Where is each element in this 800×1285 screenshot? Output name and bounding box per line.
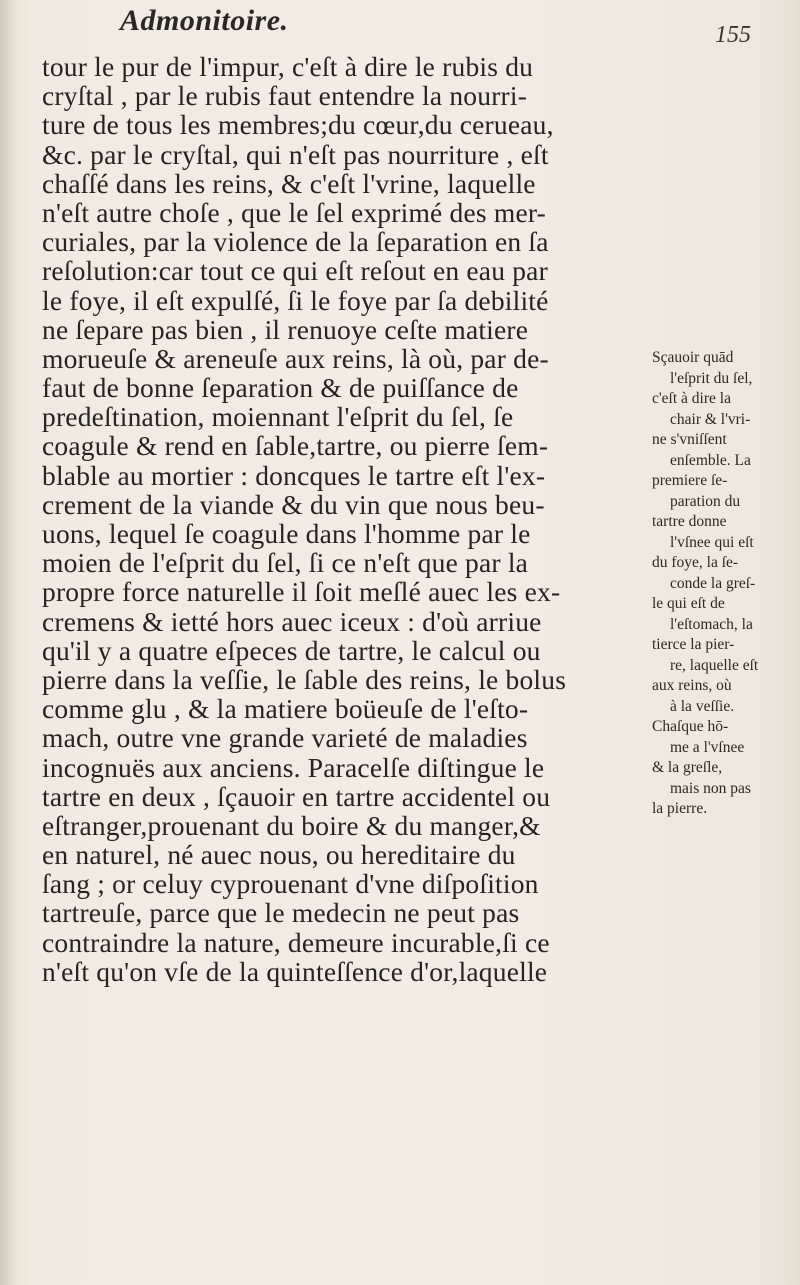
text-line: le foye, il eſt expulſé, ſi le foye par ſa debilité	[42, 284, 549, 316]
margin-note-line: chair & l'vri-	[670, 410, 751, 428]
text-line: tartreuſe, parce que le medecin ne peut pas	[42, 897, 520, 929]
page-number: 155	[715, 22, 751, 48]
margin-note-line: & la greſle,	[652, 759, 723, 776]
text-line: ne ſepare pas bien , il renuoye ceſte matiere	[42, 313, 529, 345]
text-line: tartre en deux , ſçauoir en tartre accidentel ou	[42, 780, 551, 812]
margin-note-line: premiere ſe-	[652, 472, 728, 489]
text-line: eſtranger,prouenant du boire & du manger,&	[42, 809, 541, 841]
text-line: tour le pur de l'impur, c'eſt à dire le rubis du	[42, 51, 534, 82]
margin-note-line: tierce la pier-	[652, 636, 735, 653]
text-line: qu'il y a quatre eſpeces de tartre, le calcul ou	[42, 634, 541, 666]
text-line: n'eſt autre choſe , que le ſel exprimé des mer-	[42, 196, 547, 228]
text-line: moien de l'eſprit du ſel, ſi ce n'eſt que par la	[42, 547, 529, 579]
binding-gutter	[0, 0, 14, 1285]
margin-note-line: du foye, la ſe-	[652, 554, 739, 571]
text-line: n'eſt qu'on vſe de la quinteſſence d'or,laquelle	[42, 955, 548, 987]
text-line: cryſtal , par le rubis faut entendre la nourri-	[42, 80, 528, 112]
margin-note-line: l'eſprit du ſel,	[670, 369, 753, 387]
text-line: morueuſe & areneuſe aux reins, là où, par de-	[42, 342, 549, 374]
margin-note-line: me a l'vſnee	[670, 738, 745, 756]
margin-note-line: enſemble. La	[670, 451, 751, 469]
text-line: blable au mortier : doncques le tartre eſt l'ex-	[42, 459, 546, 491]
text-line: curiales, par la violence de la ſeparation en ſa	[42, 226, 549, 258]
margin-note-line: à la veſſie.	[670, 697, 735, 715]
margin-note-line: l'vſnee qui eſt	[670, 533, 754, 551]
text-line: mach, outre vne grande varieté de maladies	[42, 722, 528, 754]
text-line: incognuës aux anciens. Paracelſe diſtingue le	[42, 751, 545, 783]
margin-note	[652, 348, 800, 820]
margin-note-line: la pierre.	[652, 800, 708, 817]
margin-note-line: conde la greſ-	[670, 574, 756, 592]
text-line: coagule & rend en ſable,tartre, ou pierre ſem-	[42, 430, 549, 462]
text-line: &c. par le cryſtal, qui n'eſt pas nourriture , eſt	[42, 138, 549, 170]
running-title: Admonitoire.	[120, 4, 289, 37]
text-line: comme glu , & la matiere boüeuſe de l'eſto-	[42, 693, 529, 725]
margin-note-line: re, laquelle eſt	[670, 656, 759, 674]
margin-note-line: c'eſt à dire la	[652, 390, 731, 407]
text-line: reſolution:car tout ce qui eſt reſout en eau par	[42, 255, 548, 287]
text-line: predeſtination, moiennant l'eſprit du ſel, ſe	[42, 401, 514, 433]
margin-note-line: mais non pas	[670, 779, 751, 797]
text-line: faut de bonne ſeparation & de puiſſance de	[42, 372, 519, 404]
margin-note-line: Chaſque hō-	[652, 718, 729, 735]
text-line: uons, lequel ſe coagule dans l'homme par le	[42, 518, 531, 549]
margin-note-line: l'eſtomach, la	[670, 615, 753, 633]
text-line: pierre dans la veſſie, le ſable des reins, le bolus	[42, 663, 567, 695]
margin-note-line: le qui eſt de	[652, 595, 725, 612]
text-line: ture de tous les membres;du cœur,du cerueau,	[42, 109, 554, 141]
text-line: ſang ; or celuy cyprouenant d'vne diſpoſition	[42, 868, 539, 900]
margin-note-line: aux reins, où	[652, 677, 732, 694]
text-line: chaſſé dans les reins, & c'eſt l'vrine, laquelle	[42, 167, 536, 199]
text-line: en naturel, né auec nous, ou hereditaire du	[42, 839, 516, 871]
body-text	[42, 52, 642, 986]
margin-note-line: tartre donne	[652, 513, 727, 530]
margin-note-line: Sçauoir quād	[652, 349, 734, 366]
margin-note-line: paration du	[670, 492, 741, 510]
text-line: crement de la viande & du vin que nous beu-	[42, 488, 545, 520]
margin-note-line: ne s'vniſſent	[652, 431, 727, 448]
text-line: cremens & ietté hors auec iceux : d'où arriue	[42, 605, 542, 637]
text-line: propre force naturelle il ſoit meſlé auec les ex-	[42, 576, 561, 608]
text-line: contraindre la nature, demeure incurable,ſi ce	[42, 926, 550, 958]
